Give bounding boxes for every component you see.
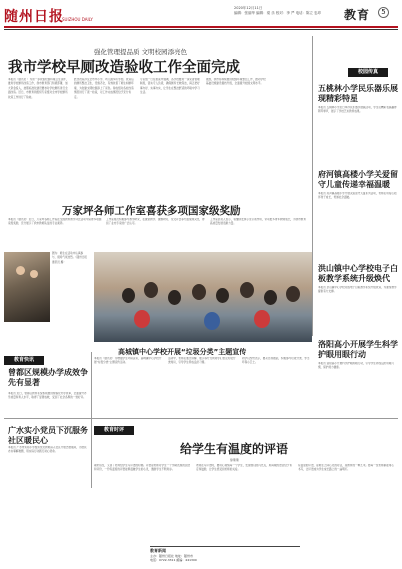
sidebar-tag: 校园传真	[348, 68, 388, 77]
news-flash-tag: 教育快讯	[4, 356, 44, 365]
commentary-col-3: 有温度的评语，是师生之间心灵的对话，是教育的一种艺术。愿每一位老师都能用心书写，让评语成为学生成长路上的一盏明灯。	[298, 464, 394, 472]
commentary-headline: 给学生有温度的评语	[180, 442, 289, 456]
logo-subtitle: SUIZHOU DAILY	[62, 17, 93, 22]
child-figure	[30, 270, 38, 278]
commentary-author: 徐斯斯	[230, 458, 240, 462]
lead-col-2: 此次改造涉及全市中小学、幼儿园多所学校。改造后的厕所整洁卫生，设施齐全，有效改善了师生如厕环境，为创建文明校园添上了亮色。验收组对各校改造情况进行了逐一检查，对工作完成情况给予充分肯定。	[74, 78, 134, 99]
child-figure	[122, 288, 135, 303]
masthead	[0, 0, 402, 30]
photo-story-col-3: 同学们纷纷表示，要从自身做起，积极参与垃圾分类，争当环保小卫士。	[242, 357, 310, 365]
newspaper-logo: 随州日报	[4, 9, 64, 25]
fair-col-2: 工作室成员积极参与教学研究，在课堂教学、课题研究、论文评比等方面成绩突出，得到了业内专家的广泛认可。	[106, 218, 205, 226]
child-figure	[286, 286, 300, 302]
lead-headline: 我市学校早厕改造验收工作全面完成	[8, 60, 240, 76]
footer-line-1: 主办：随州日报社 地址：随州市	[150, 553, 193, 558]
sidebar-text-3: 本报讯 洪山镇中心学校完成电子白板教学系统升级改造，为课堂教学提供有力支撑。	[318, 286, 397, 294]
lead-col-4: 据悉，我市将持续推进校园环境整治工作，推动学校基础设施建设提档升级，全面提升校园文明水平。	[206, 78, 266, 86]
news-flash-title-1: 曾都区规模办学成效争先有显著	[8, 368, 88, 387]
lead-col-3: 专家组一行在检查中强调，各学校要进一步完善管理制度，落实专人负责，确保厕所长效保洁，真正把好事办好、实事办实，让学生在整洁舒适的环境中学习生活。	[140, 78, 200, 95]
masthead-rule	[4, 26, 398, 28]
sidebar-title-2: 府河镇高楼小学关爱留守儿童传递幸福温暖	[318, 170, 398, 189]
issue-date: 2020年12月11日	[234, 6, 263, 10]
fair-col-3: 工作室负责人表示，将继续发挥示范引领作用，带动更多青年教师成长，为我市教育高质量发展贡献力量。	[210, 218, 306, 226]
news-flash-text-1: 本报讯 近日，曾都区教育系统积极推进规模化办学改革，全面提升办学质量和育人水平，取得了显著成效，受到了社会各界的一致好评。	[8, 392, 87, 400]
fair-col-1: 本报讯（通讯员）近日，万家坪各师工作室在全国教育教学评比活动中获得多项国家级奖励，充分展示了我市教师队伍的专业素养。	[8, 218, 102, 226]
child-figure	[144, 282, 158, 298]
child-figure	[240, 282, 254, 298]
child-figure	[254, 310, 270, 328]
photo-story-col-2: 活动中，老师们通过讲解、展示等方式向同学们普及垃圾分类知识，引导学生养成良好习惯。	[168, 357, 236, 365]
fair-headline: 万家坪各师工作室喜获多项国家级奖励	[62, 205, 241, 217]
editor-line: 编辑：张丽华 编辑：梁 乐 校对：李 严 电话：陈立 忠印	[234, 11, 322, 15]
child-figure	[16, 266, 25, 275]
lead-subhead: 强化管理提品质 文明校园添亮色	[94, 48, 188, 56]
small-photo-caption-box	[52, 252, 88, 322]
sidebar-divider	[312, 36, 313, 336]
sidebar-text-4: 本报讯 洛阳高小开展科学护眼用眼行动，引导学生养成良好用眼习惯，保护视力健康。	[318, 362, 395, 370]
news-flash-divider	[91, 352, 92, 488]
commentary-divider	[4, 418, 398, 419]
child-figure	[134, 310, 150, 328]
section-name: 教育	[344, 8, 371, 22]
sidebar-text-2: 本报讯 府河镇高楼小学开展关爱留守儿童系列活动，老师们用爱心陪伴孩子成长，传递社会温暖。	[318, 192, 397, 200]
child-figure	[216, 288, 229, 303]
photo-story-headline: 高城镇中心学校开展“垃圾分类”主题宣传	[118, 348, 247, 356]
news-flash-title-2: 广水实小党员下沉服务社区暖民心	[8, 426, 88, 445]
lead-col-1: 本报讯（通讯员 ）为进一步改善校园环境卫生条件，推进学校厕所改造工作，我市教育部门积极部署，加大资金投入，按照标准化建设要求对学校厕所进行全面改造。近日，市教育局组织专家组对全市学校厕所改造工作进行了验收。	[8, 78, 69, 99]
child-figure	[168, 290, 181, 305]
sidebar-title-3: 洪山镇中心学校电子白板教学系统升级焕代	[318, 264, 398, 283]
small-photo-caption: 图为：师生在活动中认真参与，现场气氛热烈。（随州日报通讯员 摄）	[52, 252, 88, 264]
child-figure	[192, 284, 206, 300]
students-photo-large	[94, 252, 312, 342]
child-figure	[204, 312, 220, 330]
sidebar-title-1: 五桃林小学民乐器乐展现精彩特星	[318, 84, 398, 103]
commentary-col-1: 期末将至，又到了老师给学生写评语的时候。评语是老师对学生一个学期表现的总结和评价，一份有温度的评语能够温暖学生的心灵，激励学生不断进步。	[94, 464, 190, 472]
news-flash-text-2: 本报讯 广水市实验小学组织党员教师深入社区开展志愿服务，为居民办实事解难题，用实际行动践行初心使命。	[8, 446, 87, 454]
footer-line-2: 电话：0722-3311 邮编：441300	[150, 558, 197, 562]
sidebar-text-1: 本报讯 五桃林小学近日举办民乐器乐展演活动，学生们精彩表演赢得阵阵掌声，展示了学校艺术教育成果。	[318, 106, 397, 114]
footer	[150, 546, 300, 568]
child-figure	[264, 290, 277, 305]
masthead-meta	[234, 6, 326, 16]
commentary-tag: 教育时评	[94, 426, 134, 435]
students-photo-small	[4, 252, 50, 322]
masthead-rule-thin	[4, 29, 398, 30]
footer-title: 教育新闻	[150, 548, 166, 553]
commentary-col-2: 老师在写评语时，要用心观察每一个学生，发现他们的闪光点，用真诚的语言给予肯定和鼓励，让学生感受到老师的关爱。	[196, 464, 292, 472]
page-number: 5	[378, 7, 389, 18]
sidebar-title-4: 洛阳高小开展学生科学护眼用眼行动	[318, 340, 398, 359]
photo-story-col-1: 本报讯（通讯员）为增强学生环保意识，高城镇中心学校开展“垃圾分类”主题宣传活动。	[94, 357, 162, 365]
